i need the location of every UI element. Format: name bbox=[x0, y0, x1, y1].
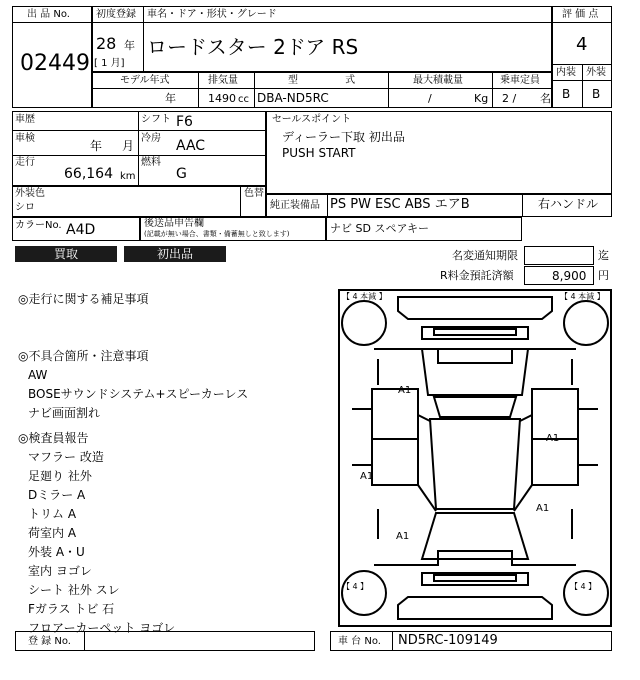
handle-value: 右ハンドル bbox=[538, 197, 599, 211]
inspector-item: フロアーカーペット ヨゴレ bbox=[28, 621, 176, 635]
mileage-label: 走行 bbox=[15, 157, 35, 168]
load-separator: / bbox=[428, 92, 432, 105]
first-reg-label: 初度登録 bbox=[96, 9, 136, 20]
displacement-unit: cc bbox=[238, 94, 249, 105]
history-label: 車歴 bbox=[15, 114, 35, 125]
capacity-unit: 名 bbox=[540, 92, 551, 105]
recycle-label: R料金預託済額 bbox=[440, 269, 514, 282]
color-change-label: 色替 bbox=[244, 188, 264, 199]
driving-heading: ◎走行に関する補足事項 bbox=[18, 292, 149, 306]
inspection-year-unit: 年 bbox=[90, 139, 103, 153]
capacity-label: 乗車定員 bbox=[500, 75, 540, 86]
defect-item: BOSEサウンドシステム+スピーカーレス bbox=[28, 387, 249, 401]
deadline-label: 名変通知期限 bbox=[452, 249, 518, 262]
inspector-item: マフラー 改造 bbox=[28, 450, 104, 464]
model-label: 型 式 bbox=[288, 75, 356, 86]
car-damage-diagram bbox=[338, 289, 612, 627]
damage-mark: A1 bbox=[546, 433, 560, 444]
ac-label: 冷房 bbox=[141, 133, 161, 144]
shift-label: シフト bbox=[141, 114, 171, 125]
max-load-label: 最大積載量 bbox=[413, 75, 463, 86]
car-name-label: 車名・ドア・形状・グレード bbox=[147, 9, 277, 20]
color-box bbox=[12, 186, 266, 217]
interior-label: 内装 bbox=[556, 67, 576, 78]
reg-month: [ 1 月] bbox=[94, 58, 125, 69]
chassis-label: 車 台 No. bbox=[338, 636, 381, 647]
lot-label: 出 品 No. bbox=[27, 9, 70, 20]
tire-label-br: 【 4 】 bbox=[570, 582, 597, 591]
damage-mark: A1 bbox=[360, 471, 374, 482]
mileage-unit: km bbox=[120, 171, 136, 182]
displacement-value: 1490 bbox=[208, 92, 236, 105]
mileage-value: 66,164 bbox=[64, 166, 113, 182]
car-name: ロードスター 2ドア RS bbox=[147, 35, 359, 59]
exterior-label: 外装 bbox=[586, 67, 606, 78]
fuel-value: G bbox=[176, 166, 187, 182]
inspection-month-unit: 月 bbox=[122, 139, 135, 153]
docs-value: ナビ SD スペアキー bbox=[330, 222, 430, 235]
rear-bumper bbox=[398, 597, 552, 619]
damage-mark: A1 bbox=[396, 531, 410, 542]
equipment-value: PS PW ESC ABS エアB bbox=[330, 197, 470, 212]
inspector-item: 外装 A・U bbox=[28, 545, 85, 559]
color-no-label: カラーNo. bbox=[15, 220, 62, 231]
reg-no-label: 登 録 No. bbox=[28, 636, 71, 647]
tire-rear-left bbox=[342, 571, 386, 615]
front-bumper bbox=[398, 297, 552, 319]
color-no-value: A4D bbox=[66, 222, 96, 238]
sales-point-label: セールスポイント bbox=[272, 114, 352, 125]
displacement-label: 排気量 bbox=[208, 75, 238, 86]
cabin-roof bbox=[430, 419, 520, 509]
notes-panel bbox=[18, 290, 328, 638]
buy-badge: 買取 bbox=[15, 246, 117, 262]
color-value: シロ bbox=[15, 202, 35, 213]
defects-heading: ◎不具合箇所・注意事項 bbox=[18, 349, 149, 363]
shift-value: F6 bbox=[176, 114, 193, 130]
equipment-label: 純正装備品 bbox=[270, 200, 320, 211]
capacity-value: 2 / bbox=[502, 92, 517, 105]
left-doors bbox=[372, 389, 418, 485]
inspector-item: Fガラス トビ 石 bbox=[28, 602, 115, 616]
deadline-box bbox=[524, 246, 594, 265]
inspector-item: 荷室内 A bbox=[28, 526, 77, 540]
first-listing-badge: 初出品 bbox=[124, 246, 226, 262]
reg-year-unit: 年 bbox=[124, 39, 135, 52]
docs-label: 後送品申告欄 bbox=[144, 218, 204, 229]
inspector-item: Dミラー A bbox=[28, 488, 86, 502]
inspector-item: 足廻り 社外 bbox=[28, 469, 92, 483]
damage-mark: A1 bbox=[398, 385, 412, 396]
details-left bbox=[12, 111, 266, 186]
model-code: DBA-ND5RC bbox=[257, 91, 329, 105]
tire-label-tr: 【 4 本減 】 bbox=[560, 292, 605, 301]
inspection-label: 車検 bbox=[15, 133, 35, 144]
tire-front-right bbox=[564, 301, 608, 345]
sales-point-2: PUSH START bbox=[282, 146, 356, 160]
lot-number: 02449 bbox=[20, 51, 90, 76]
recycle-unit: 円 bbox=[598, 269, 609, 282]
exterior-grade: B bbox=[592, 87, 601, 101]
chassis-number: ND5RC-109149 bbox=[398, 633, 498, 648]
interior-grade: B bbox=[562, 87, 571, 101]
load-unit: Kg bbox=[474, 92, 489, 105]
defect-item: ナビ画面割れ bbox=[28, 406, 101, 420]
sales-point-1: ディーラー下取 初出品 bbox=[282, 130, 405, 144]
score-value: 4 bbox=[576, 34, 588, 55]
inspector-item: 室内 ヨゴレ bbox=[28, 564, 92, 578]
model-year-label: モデル年式 bbox=[120, 75, 170, 86]
deadline-unit: 迄 bbox=[598, 249, 609, 262]
recycle-amount: 8,900 bbox=[552, 269, 587, 283]
fuel-label: 燃料 bbox=[141, 157, 161, 168]
inspector-item: トリム A bbox=[28, 507, 77, 521]
tire-front-left bbox=[342, 301, 386, 345]
reg-year: 28 bbox=[96, 34, 117, 53]
tire-rear-right bbox=[564, 571, 608, 615]
color-label: 外装色 bbox=[15, 188, 45, 199]
inspector-item: シート 社外 スレ bbox=[28, 583, 120, 597]
score-label: 評 価 点 bbox=[562, 9, 599, 20]
inspector-heading: ◎検査員報告 bbox=[18, 431, 89, 445]
docs-note: (記載が無い場合、書類・備蓄無しと致します) bbox=[144, 230, 290, 238]
defect-item: AW bbox=[28, 368, 48, 382]
tire-label-tl: 【 4 本減 】 bbox=[342, 292, 387, 301]
ac-value: AAC bbox=[176, 138, 206, 154]
damage-mark: A1 bbox=[536, 503, 550, 514]
model-year-unit: 年 bbox=[165, 92, 176, 105]
tire-label-bl: 【 4 】 bbox=[342, 582, 369, 591]
